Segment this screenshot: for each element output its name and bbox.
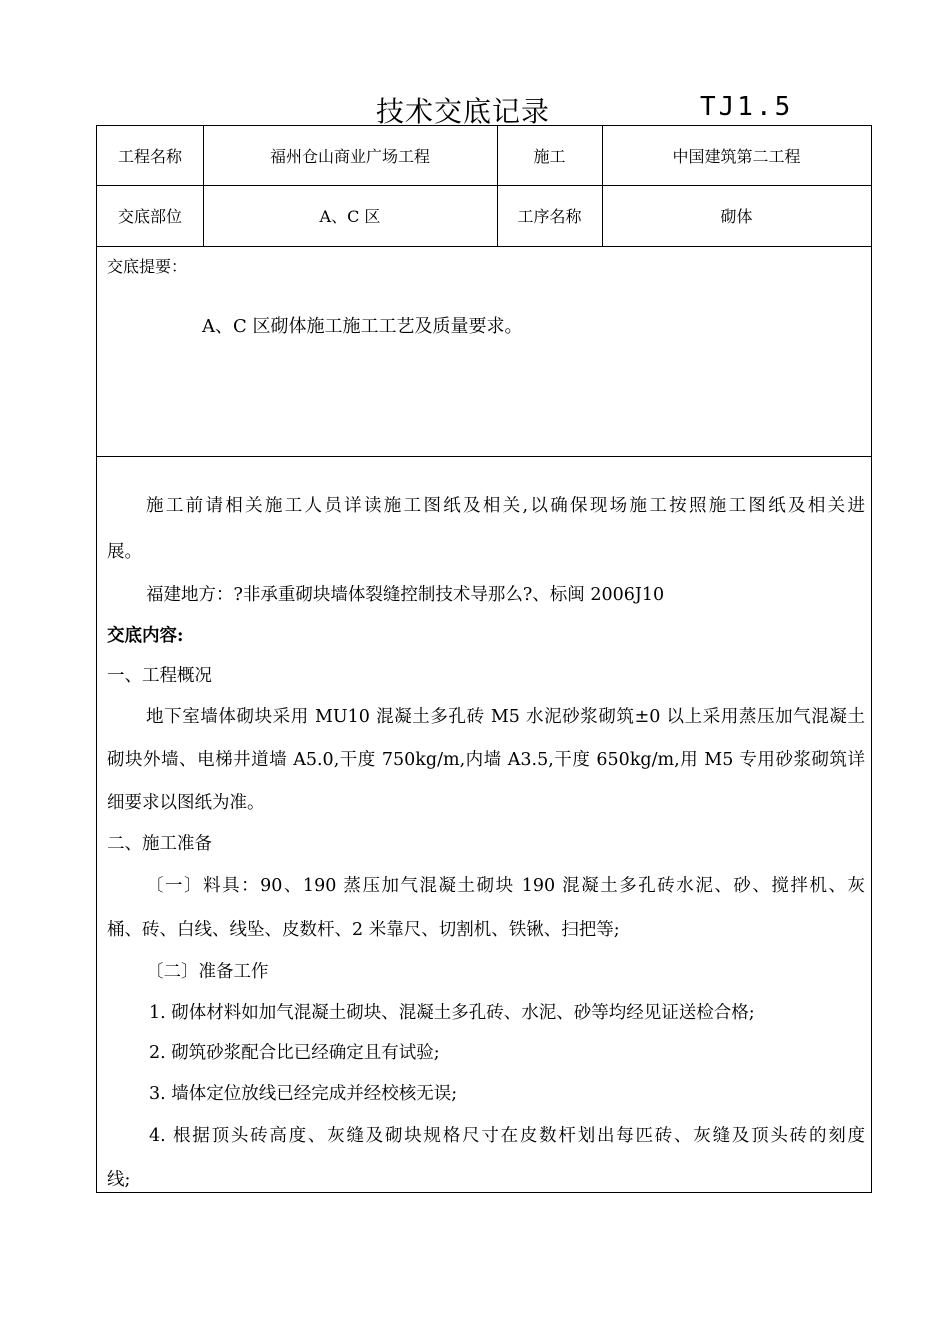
process-label: 工序名称: [517, 207, 582, 226]
summary-text: A、C 区砌体施工施工工艺及质量要求。: [202, 316, 523, 337]
standard-reference: 福建地方：?非承重砌块墙体裂缝控制技术导那么?、标闽 2006J10: [146, 585, 665, 605]
content-heading: 交底内容:: [107, 625, 184, 646]
prep-item-4-line-1: 4. 根据顶头砖高度、灰缝及砌块规格尺寸在皮数杆划出每匹砖、灰缝及顶头砖的刻度: [149, 1126, 865, 1146]
section1-heading: 一、工程概况: [107, 666, 212, 686]
prep-item-1: 1. 砌体材料如加气混凝土砌块、混凝土多孔砖、水泥、砂等均经见证送检合格;: [149, 1002, 755, 1023]
intro-line-1: 施工前请相关施工人员详读施工图纸及相关,以确保现场施工按照施工图纸及相关进: [146, 496, 865, 516]
section2-heading: 二、施工准备: [107, 833, 212, 854]
intro-line-2: 展。: [107, 542, 142, 562]
prep-item-2: 2. 砌筑砂浆配合比已经确定且有试验;: [149, 1043, 440, 1063]
summary-label: 交底提要：: [107, 257, 188, 276]
process-value: 砌体: [720, 207, 753, 226]
record-sheet: [96, 125, 872, 1193]
section1-line-2: 砌块外墙、电梯井道墙 A5.0,干度 750kg/m,内墙 A3.5,干度 650kg/m,用 M5 专用砂浆砌筑详: [107, 750, 865, 770]
location-label: 交底部位: [117, 207, 182, 226]
materials-line-1: 〔一〕料具：90、190 蒸压加气混凝土砌块 190 混凝土多孔砖水泥、砂、搅拌机、灰: [146, 876, 865, 896]
section1-line-3: 细要求以图纸为准。: [107, 793, 265, 813]
project-name-label: 工程名称: [117, 147, 182, 166]
content-body: [107, 483, 865, 1202]
summary-divider: [97, 456, 871, 457]
contractor-value: 中国建筑第二工程: [672, 147, 801, 166]
document-code: TJ1.5: [700, 92, 794, 122]
prep-item-3: 3. 墙体定位放线已经完成并经校核无误;: [149, 1083, 458, 1104]
document-title: 技术交底记录: [376, 95, 551, 128]
prep-heading: 〔二〕准备工作: [146, 962, 269, 982]
section1-line-1: 地下室墙体砌块采用 MU10 混凝土多孔砖 M5 水泥砂浆砌筑±0 以上采用蒸压加气混凝土: [146, 706, 865, 727]
contractor-label: 施工: [533, 147, 566, 166]
materials-line-2: 桶、砖、白线、线坠、皮数杆、2 米靠尺、切割机、铁锹、扫把等;: [107, 920, 620, 940]
row-divider-2: [97, 246, 871, 247]
project-name-value: 福州仓山商业广场工程: [269, 147, 430, 166]
prep-item-4-line-2: 线;: [107, 1170, 131, 1190]
location-value: A、C 区: [319, 207, 381, 226]
